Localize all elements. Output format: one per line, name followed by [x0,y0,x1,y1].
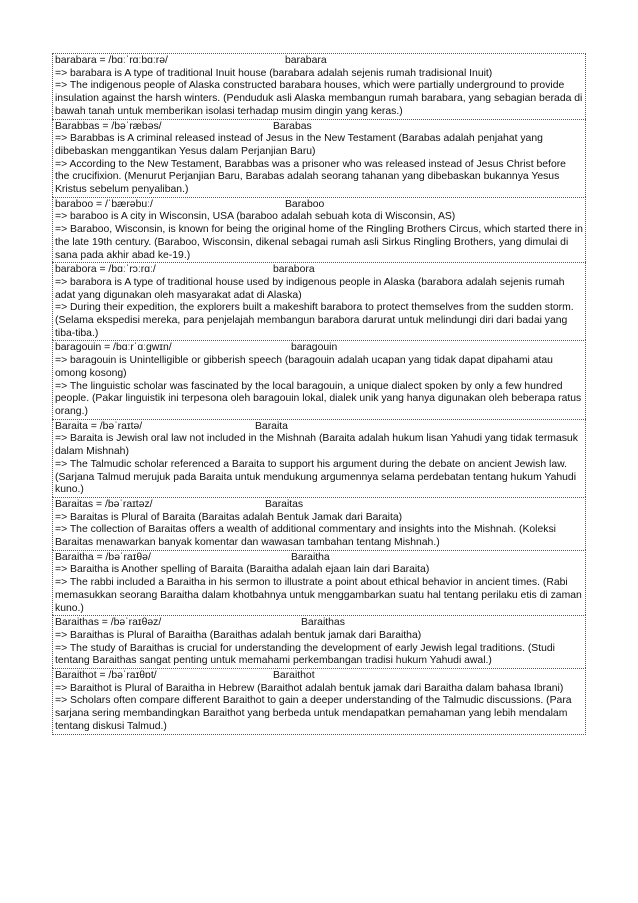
entry-header [55,342,583,355]
headword-term: Baraita [255,420,288,432]
headword-term: baragouin [291,342,338,354]
definition: => Baraithas is Plural of Baraitha (Baraithas adalah bentuk jamak dari Baraitha) [55,629,422,641]
headword-pronunciation: Barabbas = /bəˈræbəs/ [55,120,162,132]
entry-header [55,499,583,512]
entry-baraithot [52,668,586,735]
example-sentence: => During their expedition, the explorers built a makeshift barabora to protect themselves from the sudden storm. (Selama ekspedisi mereka, para penjelajah membangun barabora darurat untuk melindungi diri dari badai yang tiba-tiba.) [55,302,574,339]
example-sentence: => The rabbi included a Baraitha in his sermon to illustrate a point about ethical behavior in ancient times. (Rabi memasukkan seorang Baraitha dalam khotbahnya untuk menggambarkan suatu hal tentang perilaku etis di zaman kuno.) [55,577,582,614]
entry-barabbas [52,119,586,197]
entry-baraita [52,419,586,497]
entry-header [55,264,583,277]
headword-term: barabora [273,264,315,276]
headword-term: Baraithot [273,670,315,682]
definition: => baraboo is A city in Wisconsin, USA (baraboo adalah sebuah kota di Wisconsin, AS) [55,211,456,223]
definition: => Barabbas is A criminal released instead of Jesus in the New Testament (Barabas adalah penjahat yang dibebaskan menggantikan Yesus dalam Perjanjian Baru) [55,133,543,157]
example-sentence: => The linguistic scholar was fascinated by the local baragouin, a unique dialect spoken by only a few hundred people. (Pakar linguistik ini terpesona oleh baragouin lokal, dialek unik yang hanya digunakan oleh beberapa ratus orang.) [55,380,582,417]
entry-header [55,55,583,68]
definition: => baragouin is Unintelligible or gibberish speech (baragouin adalah ucapan yang tidak dapat dipahami atau omong kosong) [55,355,553,379]
headword-pronunciation: Baraithas = /bəˈraɪθəz/ [55,617,162,629]
definition: => Baraitas is Plural of Baraita (Baraitas adalah Bentuk Jamak dari Baraita) [55,511,403,523]
headword-term: Barabas [273,120,312,132]
entry-baraitha [52,550,586,616]
entry-barabora [52,262,586,340]
headword-term: barabara [285,55,327,66]
entry-header [55,199,583,212]
entry-barabara [52,53,586,119]
definition: => Baraita is Jewish oral law not included in the Mishnah (Baraita adalah hukum lisan Yahudi yang tidak termasuk dalam Mishnah) [55,433,578,458]
headword-pronunciation: Baraita = /bəˈraɪtə/ [55,420,143,432]
headword-pronunciation: baragouin = /bɑːrˈɑːgwɪn/ [55,342,172,354]
dictionary-page [52,53,586,735]
headword-term: Baraitas [265,498,304,510]
headword-pronunciation: barabora = /bɑːˈrɔːrɑː/ [55,264,156,276]
entry-baraithas [52,615,586,668]
definition: => barabora is A type of traditional house used by indigenous people in Alaska (barabora adalah sejenis rumah adat yang digunakan oleh masyarakat adat di Alaska) [55,276,565,301]
entry-baraboo [52,197,586,263]
definition: => Baraithot is Plural of Baraitha in Hebrew (Baraithot adalah bentuk jamak dari Baraitha dalam bahasa Ibrani) [55,682,564,694]
definition: => Baraitha is Another spelling of Baraita (Baraitha adalah ejaan lain dari Baraita) [55,564,430,576]
headword-pronunciation: Baraitas = /bəˈraɪtəz/ [55,498,153,510]
example-sentence: => According to the New Testament, Barabbas was a prisoner who was released instead of Jesus Christ before the crucifixion. (Menurut Perjanjian Baru, Barabas adalah seorang tahanan yang dibebaskan bukannya Yesus Kristus sebelum penyaliban.) [55,158,566,196]
example-sentence: => The collection of Baraitas offers a wealth of additional commentary and insights into the Mishnah. (Koleksi Baraitas menawarkan banyak komentar dan wawasan tambahan tentang Mishnah.) [55,524,556,549]
headword-pronunciation: barabara = /bɑːˈrɑːbɑːrə/ [55,55,168,66]
headword-term: Baraitha [291,551,330,563]
example-sentence: => The study of Baraithas is crucial for understanding the development of early Jewish legal traditions. (Studi tentang Baraithas sangat penting untuk memahami perkembangan tradisi hukum Yahudi awal.) [55,642,555,667]
headword-term: Baraithas [301,617,345,629]
headword-pronunciation: baraboo = /ˈbærəbuː/ [55,198,153,210]
example-sentence: => Scholars often compare different Baraithot to gain a deeper understanding of the Talmudic discussions. (Para sarjana sering membandingkan Baraithot yang berbeda untuk mendapatkan pemahaman yang lebih mendalam tentang diskusi Talmud.) [55,695,572,732]
entry-header [55,670,583,683]
example-sentence: => The indigenous people of Alaska constructed barabara houses, which were partially underground to provide insulation against the harsh winters. (Penduduk asli Alaska membangun rumah barabara, yang sebagian berada di bawah tanah untuk memberikan isolasi terhadap musim dingin yang keras.) [55,80,583,117]
entry-baragouin [52,340,586,418]
headword-term: Baraboo [285,198,325,210]
entry-header [55,617,583,630]
entry-header [55,121,583,134]
example-sentence: => Baraboo, Wisconsin, is known for being the original home of the Ringling Brothers Circus, which started there in the late 19th century. (Baraboo, Wisconsin, dikenal sebagai rumah asli Sirkus Ringling Brothers, yang dimulai di sana pada akhir abad ke-19.) [55,224,583,261]
entry-baraitas [52,497,586,550]
headword-pronunciation: Baraithot = /bəˈraɪθɒt/ [55,670,157,682]
entry-header [55,421,583,434]
entry-header [55,552,583,565]
headword-pronunciation: Baraitha = /bəˈraɪθə/ [55,551,151,563]
definition: => barabara is A type of traditional Inuit house (barabara adalah sejenis rumah tradisional Inuit) [55,67,493,79]
example-sentence: => The Talmudic scholar referenced a Baraita to support his argument during the debate on ancient Jewish law. (Sarjana Talmud merujuk pada Baraita untuk mendukung argumennya selama perdebatan tentang hukum Yahudi kuno.) [55,458,577,496]
